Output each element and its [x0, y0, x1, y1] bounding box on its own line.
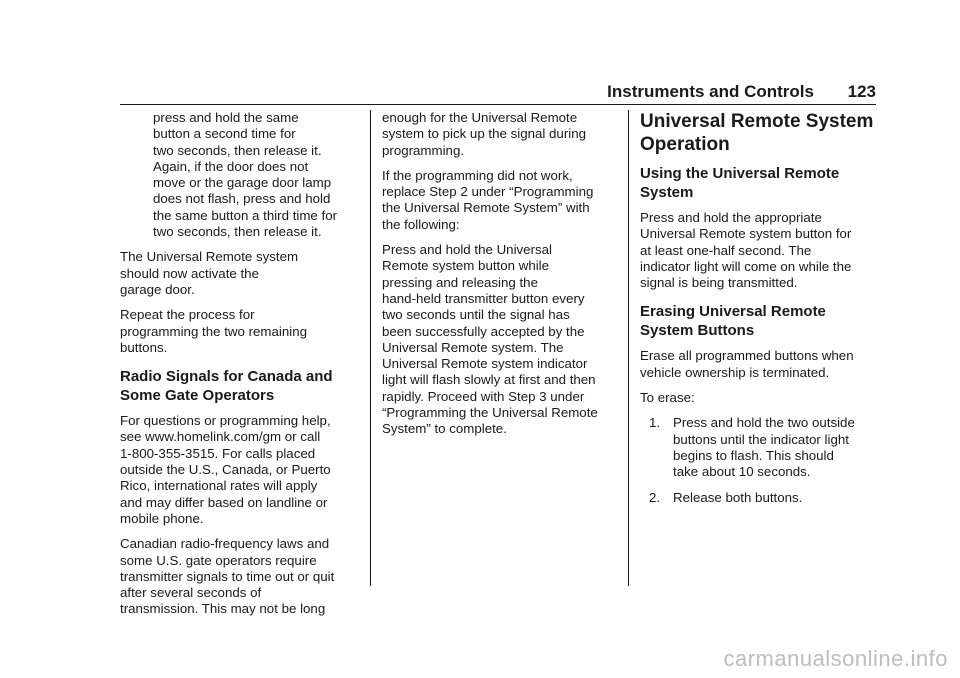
- heading-erasing-buttons: Erasing Universal Remote System Buttons: [640, 303, 826, 340]
- heading-using-universal-remote: Using the Universal Remote System: [640, 165, 840, 201]
- section-title: Instruments and Controls: [607, 82, 814, 101]
- paragraph: Canadian radio-frequency laws and some U.S. gate operators require transmitter signals to time out or quit after several seconds of transmission. This may not be long: [120, 536, 335, 617]
- text-line: button a second time for: [153, 126, 296, 142]
- paragraph: Press and hold the Universal Remote system button while pressing and releasing the hand-held transmitter button every two seconds until the signal has been successfully accepted by the Universal Remote system. The Universal Remote system indicator light will flash slowly at first and then rapidly. Proceed with Step 3 under “Programming the Universal Remote System” to complete.: [382, 242, 598, 437]
- list-item: 1. Press and hold the two outside buttons until the indicator light begins to flash. This should take about 10 seconds.: [649, 415, 855, 480]
- paragraph: enough for the Universal Remote system to pick up the signal during programming.: [382, 110, 586, 158]
- text-line: move or the garage door lamp: [153, 175, 332, 191]
- page-number: 123: [847, 82, 876, 101]
- column-divider-1: [370, 110, 371, 586]
- watermark: carmanualsonline.info: [723, 646, 948, 671]
- list-item: 2. Release both buttons.: [649, 489, 803, 505]
- text-line: two seconds, then release it.: [153, 142, 322, 158]
- column-2: [382, 110, 620, 447]
- paragraph: Press and hold the appropriate Universal Remote system button for at least one-half second. The indicator light will come on while the signal is being transmitted.: [640, 210, 852, 291]
- paragraph: Repeat the process for programming the two remaining buttons.: [120, 307, 307, 355]
- text-line: the same button a third time for: [153, 207, 338, 223]
- column-3: [640, 110, 880, 515]
- step-continuation: [153, 110, 360, 240]
- text-line: Again, if the door does not: [153, 158, 309, 174]
- paragraph: If the programming did not work, replace Step 2 under “Programming the Universal Remote System” with the following:: [382, 167, 594, 232]
- page-header: [120, 82, 876, 105]
- paragraph: The Universal Remote system should now activate the garage door.: [120, 249, 299, 297]
- text-line: does not flash, press and hold: [153, 191, 331, 207]
- column-1: [120, 110, 360, 627]
- erase-steps-list: [640, 415, 880, 505]
- heading-radio-signals: Radio Signals for Canada and Some Gate Operators: [120, 368, 333, 405]
- paragraph: To erase:: [640, 390, 695, 406]
- column-divider-2: [628, 110, 629, 586]
- text-line: press and hold the same: [153, 110, 299, 125]
- paragraph: For questions or programming help, see www.homelink.com/gm or call 1-800-355-3515. For calls placed outside the U.S., Canada, or Puerto Rico, international rates will apply and may differ based on landline or mobile phone.: [120, 413, 331, 526]
- paragraph: Erase all programmed buttons when vehicle ownership is terminated.: [640, 348, 854, 380]
- heading-universal-remote-operation: Universal Remote System Operation: [640, 111, 874, 155]
- text-line: two seconds, then release it.: [153, 224, 322, 240]
